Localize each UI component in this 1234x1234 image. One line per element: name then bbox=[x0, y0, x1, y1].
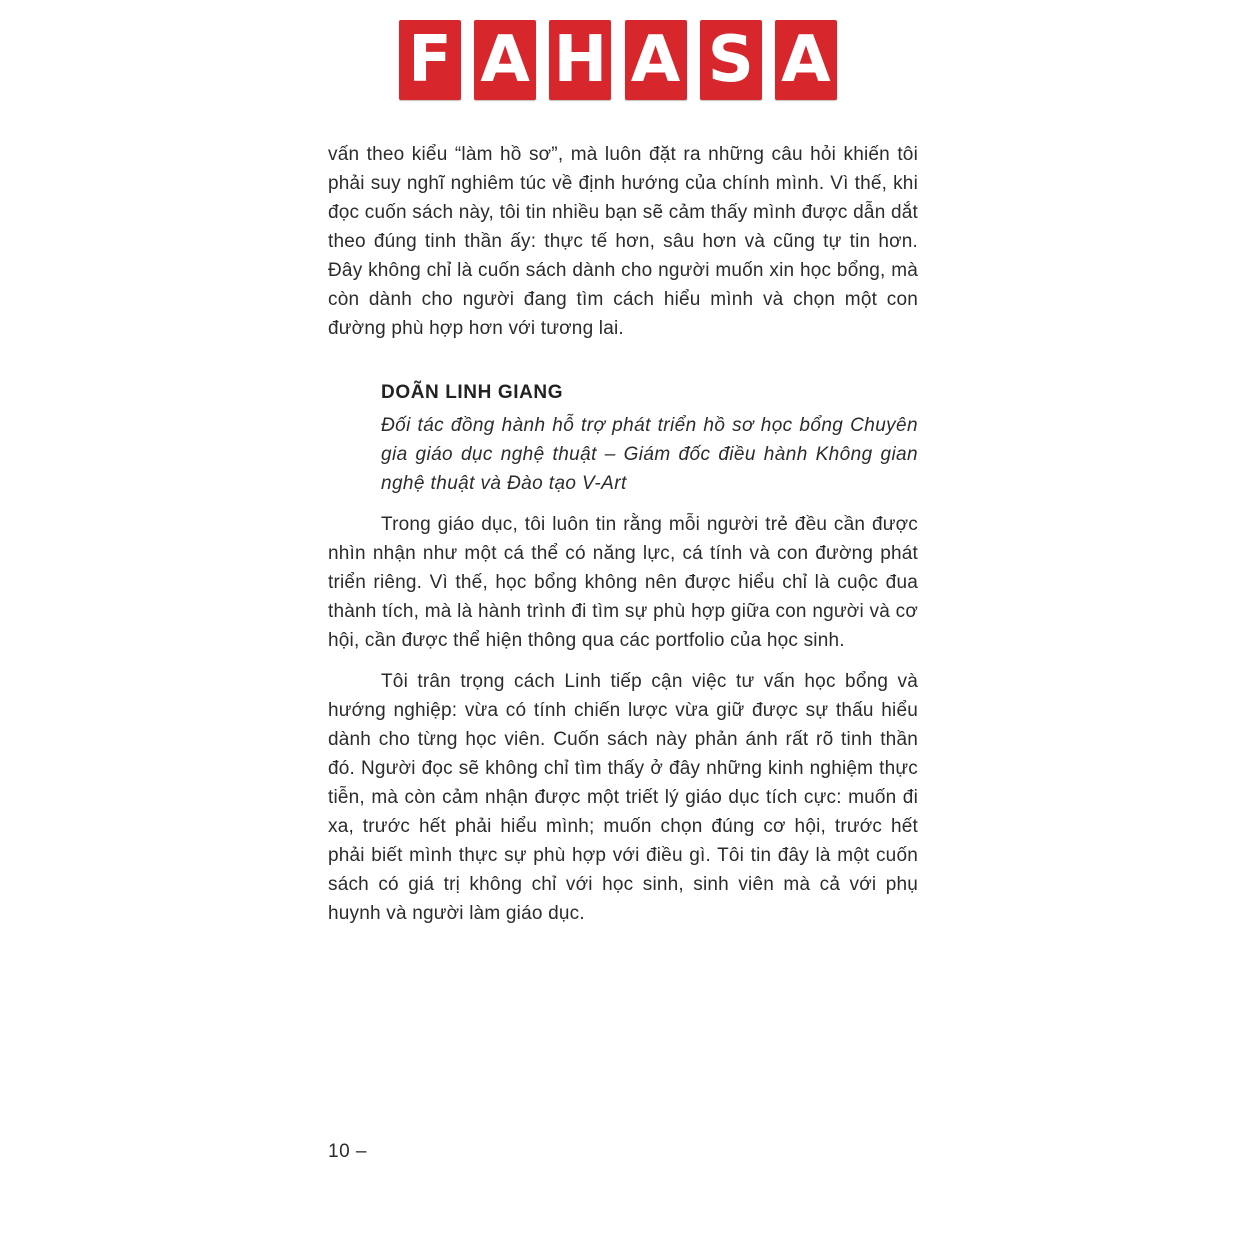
author-name: DOÃN LINH GIANG bbox=[381, 382, 564, 403]
logo-letter: H bbox=[553, 23, 608, 97]
logo-letter: A bbox=[630, 23, 681, 97]
logo-tile bbox=[474, 20, 536, 100]
logo-tile bbox=[399, 20, 461, 100]
logo-tile bbox=[700, 20, 762, 100]
page-body bbox=[328, 140, 918, 928]
logo-tile bbox=[625, 20, 687, 100]
logo-letter: F bbox=[408, 23, 452, 97]
page-number: 10 – bbox=[328, 1141, 367, 1162]
logo-tile bbox=[549, 20, 611, 100]
signature-block bbox=[381, 379, 918, 498]
logo-letter: A bbox=[781, 23, 831, 97]
paragraph: Tôi trân trọng cách Linh tiếp cận việc tư vấn học bổng và hướng nghiệp: vừa có tính chiến lược vừa giữ được sự thấu hiểu dành cho từng học viên. Cuốn sách này phản ánh rất rõ tinh thần đó. Người đọc sẽ không chỉ tìm thấy ở đây những kinh nghiệm thực tiễn, mà còn cảm nhận được một triết lý giáo dục tích cực: muốn đi xa, trước hết phải hiểu mình; muốn chọn đúng cơ hội, trước hết phải biết mình thực sự phù hợp với điều gì. Tôi tin đây là một cuốn sách có giá trị không chỉ với học sinh, sinh viên mà cả với phụ huynh và người làm giáo dục. bbox=[328, 671, 918, 924]
logo-letter: S bbox=[707, 23, 754, 97]
logo-tile bbox=[775, 20, 837, 100]
paragraph: Trong giáo dục, tôi luôn tin rằng mỗi người trẻ đều cần được nhìn nhận như một cá thể có năng lực, cá tính và con đường phát triển riêng. Vì thế, học bổng không nên được hiểu chỉ là cuộc đua thành tích, mà là hành trình đi tìm sự phù hợp giữa con người và cơ hội, cần được thể hiện thông qua các portfolio của học sinh. bbox=[328, 514, 918, 651]
author-role: Đối tác đồng hành hỗ trợ phát triển hồ sơ học bổng Chuyên gia giáo dục nghệ thuật – Giám đốc điều hành Không gian nghệ thuật và Đào tạo V-Art bbox=[381, 415, 918, 494]
logo-letter: A bbox=[480, 23, 530, 97]
paragraph-continued: vấn theo kiểu “làm hồ sơ”, mà luôn đặt ra những câu hỏi khiến tôi phải suy nghĩ nghiêm túc về định hướng của chính mình. Vì thế, khi đọc cuốn sách này, tôi tin nhiều bạn sẽ cảm thấy mình được dẫn dắt theo đúng tinh thần ấy: thực tế hơn, sâu hơn và cũng tự tin hơn. Đây không chỉ là cuốn sách dành cho người muốn xin học bổng, mà còn dành cho người đang tìm cách hiểu mình và chọn một con đường phù hợp hơn với tương lai. bbox=[328, 144, 918, 339]
fahasa-logo bbox=[399, 20, 837, 100]
